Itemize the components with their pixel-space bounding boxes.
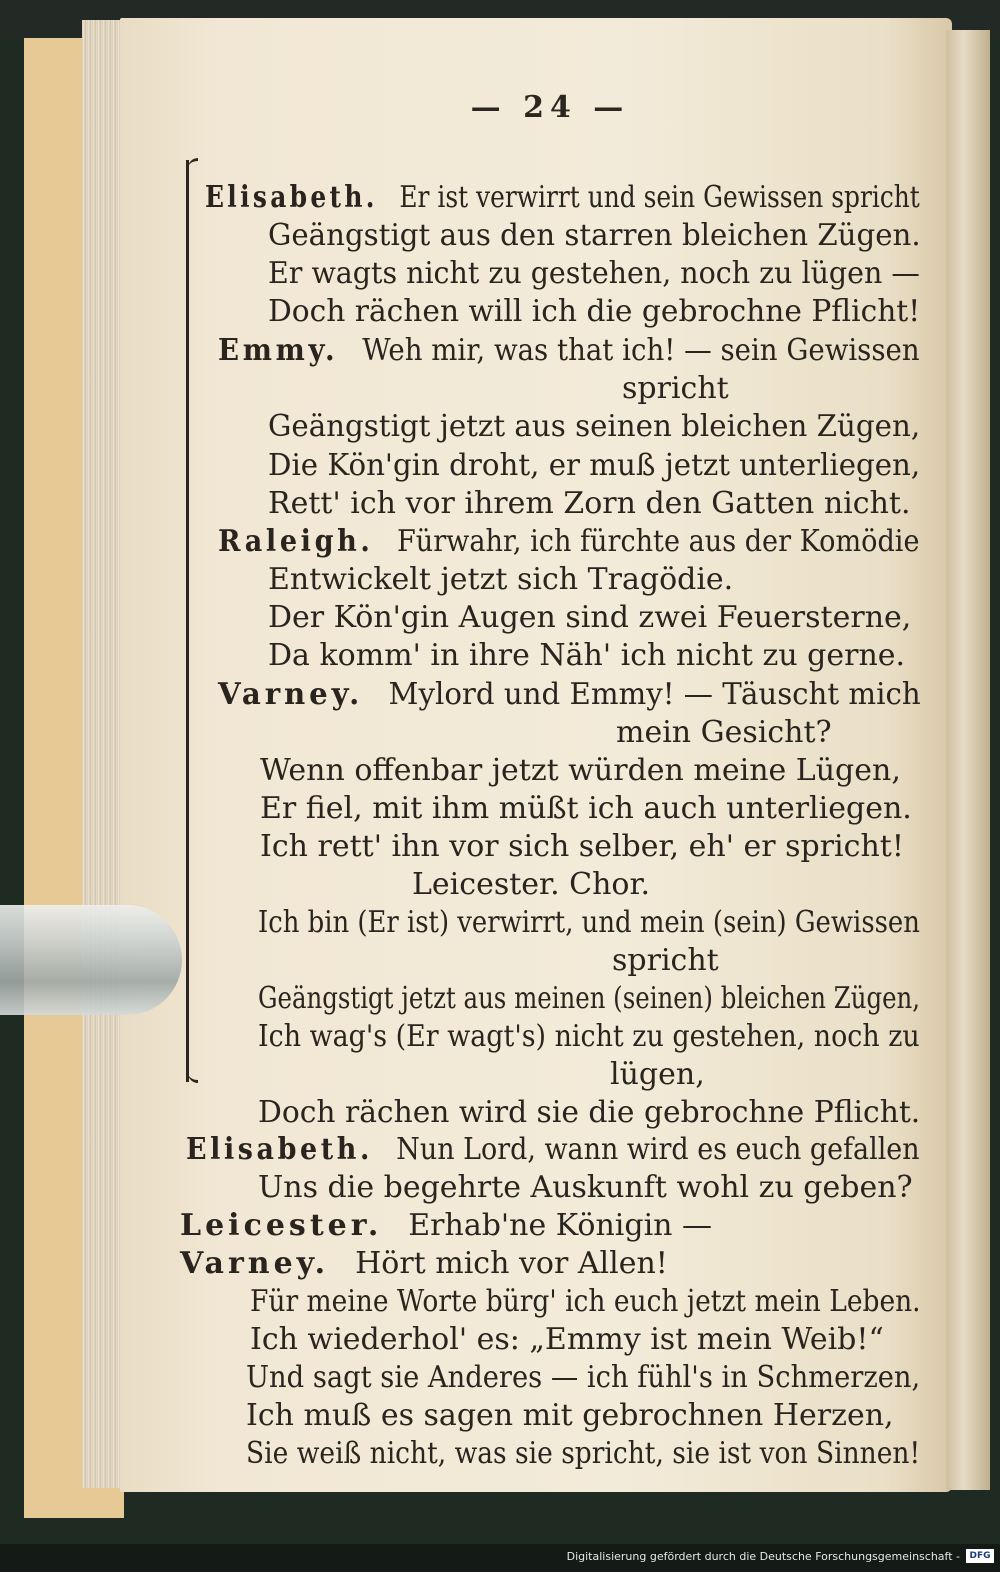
verse-text-span: Ich wag's (Er wagt's) nicht zu gestehen, noch zu (258, 1019, 920, 1054)
speaker-name: Raleigh. (218, 524, 374, 559)
page-gutter (946, 30, 990, 1490)
verse-text-span: Doch rächen wird sie die gebrochne Pflicht. (258, 1095, 921, 1130)
verse-text-span: Nun Lord, wann wird es euch gefallen (396, 1132, 920, 1167)
verse-text-span: Geängstigt jetzt aus meinen (seinen) bleichen Zügen, (258, 981, 921, 1016)
verse-line (612, 943, 719, 979)
verse-text-span: Für meine Worte bürg' ich euch jetzt mein Leben. (250, 1284, 921, 1319)
verse-line (268, 218, 921, 254)
verse-text-span: spricht (612, 943, 719, 978)
verse-text-span: Entwickelt jetzt sich Tragödie. (268, 562, 734, 597)
verse-line (268, 600, 911, 636)
verse-line (258, 1019, 920, 1055)
verse-text-span: Ich bin (Er ist) verwirrt, und mein (sein) Gewissen (258, 905, 920, 940)
verse-text-span: Wenn offenbar jetzt würden meine Lügen, (260, 753, 901, 788)
verse-text-span: Weh mir, was that ich! — sein Gewissen (362, 333, 920, 368)
verse-text-span: Fürwahr, ich fürchte aus der Komödie (396, 524, 920, 559)
chorus-brace (186, 160, 199, 1082)
verse-line (610, 1057, 705, 1093)
brace-top (188, 158, 198, 175)
verse-text-span: lügen, (610, 1057, 705, 1092)
verse-line (180, 1208, 712, 1244)
verse-line (246, 1360, 920, 1396)
speaker-name: Varney. (180, 1246, 330, 1281)
verse-text-span: Sie weiß nicht, was sie spricht, sie ist von Sinnen! (246, 1436, 921, 1471)
verse-line (260, 829, 904, 865)
verse-line (180, 1246, 668, 1282)
verse-line (205, 180, 920, 216)
verse-text-span: Ich rett' ihn vor sich selber, eh' er spricht! (260, 829, 904, 864)
verse-line (268, 638, 905, 674)
verse-line (258, 905, 920, 941)
verse-line (616, 715, 832, 751)
verse-line (268, 256, 920, 292)
verse-text-span: Geängstigt jetzt aus seinen bleichen Zügen, (268, 409, 921, 444)
speaker-name: Leicester. (180, 1208, 383, 1243)
digitization-credit: Digitalisierung gefördert durch die Deutsche Forschungsgemeinschaft - (566, 1550, 960, 1563)
page-holder-clip (0, 905, 182, 1015)
page-number: — 24 — (470, 90, 630, 125)
verse-line (622, 371, 729, 407)
verse-line (268, 294, 920, 330)
speaker-name: Elisabeth. (186, 1132, 373, 1167)
verse-text-span: Der Kön'gin Augen sind zwei Feuersterne, (268, 600, 912, 635)
verse-line (246, 1398, 894, 1434)
verse-text-span: Er wagts nicht zu gestehen, noch zu lügen — (268, 256, 920, 291)
verse-text-span: mein Gesicht? (616, 715, 832, 750)
verse-text-span: Leicester. Chor. (412, 867, 651, 902)
verse-line (260, 791, 912, 827)
verse-line (268, 562, 733, 598)
verse-text-span: Ich muß es sagen mit gebrochnen Herzen, (246, 1398, 894, 1433)
verse-text-span: Er ist verwirrt und sein Gewissen spricht (399, 180, 920, 215)
verse-line (258, 1170, 913, 1206)
speaker-name: Emmy. (218, 333, 339, 368)
verse-line (260, 753, 901, 789)
speaker-name: Varney. (218, 677, 364, 712)
verse-line (218, 524, 919, 560)
verse-text-span: Da komm' in ihre Näh' ich nicht zu gerne. (268, 638, 906, 673)
verse-line (268, 409, 920, 445)
verse-text-span: Er fiel, mit ihm müßt ich auch unterliegen. (260, 791, 912, 826)
verse-line (412, 867, 650, 903)
verse-text-span: Hört mich vor Allen! (355, 1246, 668, 1281)
verse-text-span: Mylord und Emmy! — Täuscht mich (388, 677, 921, 712)
verse-line (250, 1322, 884, 1358)
verse-text-span: Geängstigt aus den starren bleichen Zügen. (268, 218, 921, 253)
verse-text-span: Die Kön'gin droht, er muß jetzt unterliegen, (268, 448, 921, 483)
verse-line (268, 448, 920, 484)
verse-line (218, 333, 920, 369)
dfg-logo: DFG (966, 1549, 994, 1563)
verse-text-span: Doch rächen will ich die gebrochne Pflicht! (268, 294, 921, 329)
verse-text-span: Uns die begehrte Auskunft wohl zu geben? (258, 1170, 913, 1205)
verse-line (218, 677, 921, 713)
verse-text-span: Erhab'ne Königin — (408, 1208, 713, 1243)
verse-text-span: Ich wiederhol' es: „Emmy ist mein Weib!“ (250, 1322, 884, 1357)
verse-text-span: Und sagt sie Anderes — ich fühl's in Schmerzen, (246, 1360, 921, 1395)
verse-text-span: spricht (622, 371, 729, 406)
verse-line (258, 981, 920, 1017)
speaker-name: Elisabeth. (205, 180, 378, 215)
verse-line (258, 1095, 920, 1131)
verse-text-span: Rett' ich vor ihrem Zorn den Gatten nicht. (268, 486, 911, 521)
verse-line (186, 1132, 920, 1168)
verse-line (246, 1436, 920, 1472)
verse-line (268, 486, 911, 522)
verse-line (250, 1284, 921, 1320)
